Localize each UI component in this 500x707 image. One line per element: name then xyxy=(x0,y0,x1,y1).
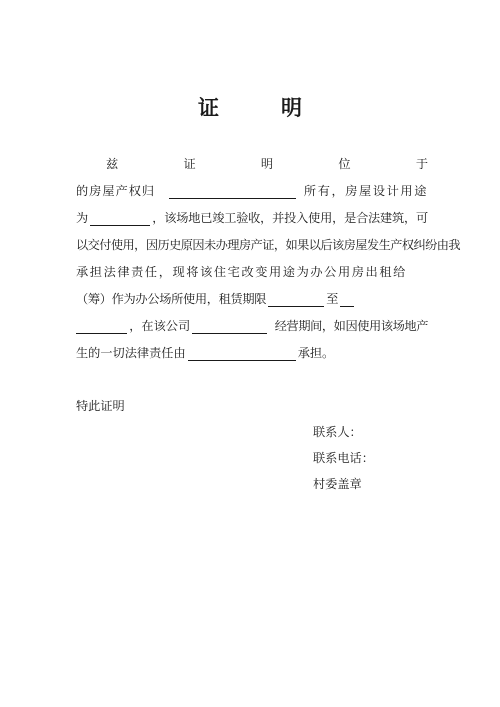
document-title xyxy=(0,92,500,122)
contact-person-label: 联系人： xyxy=(313,425,362,439)
lease-end-blank-part1[interactable] xyxy=(340,294,354,307)
closing-text: 特此证明 xyxy=(76,399,125,413)
body-line-3: 为 ，该场地已竣工验收，并投入使用，是合法建筑，可 xyxy=(76,211,428,225)
usage-blank[interactable] xyxy=(90,213,150,226)
contact-phone-label: 联系电话： xyxy=(313,451,374,465)
body-line-2: 的房屋产权归 所有，房屋设计用途 xyxy=(76,184,428,198)
body-line-6: （筹）作为办公场所使用，租赁期限 至 xyxy=(76,291,428,307)
title-char-1: 证 xyxy=(198,95,219,120)
owner-blank[interactable] xyxy=(169,186,296,199)
lease-start-blank[interactable] xyxy=(268,294,324,307)
liability-blank[interactable] xyxy=(188,348,296,361)
body-line-4: 以交付使用，因历史原因未办理房产证，如果以后该房屋发生产权纠纷由我 xyxy=(76,238,461,252)
village-seal-label: 村委盖章 xyxy=(313,477,362,491)
body-line-8: 生的一切法律责任由 承担。 xyxy=(76,346,335,360)
title-char-2: 明 xyxy=(281,95,302,120)
company-blank[interactable] xyxy=(192,321,267,334)
body-line-7: ，在该公司 经营期间，如因使用该场地产 xyxy=(76,318,428,334)
body-line-5: 承担法律责任，现将该住宅改变用途为办公用房出租给 xyxy=(76,265,407,279)
body-line-1: 兹 证 明 位 于 xyxy=(106,157,428,171)
lease-end-blank-part2[interactable] xyxy=(76,321,127,334)
